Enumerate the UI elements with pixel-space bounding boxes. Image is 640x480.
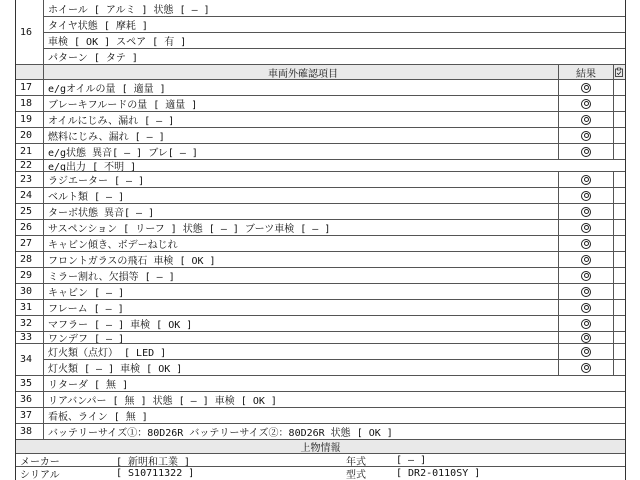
table-row: [16, 220, 625, 236]
row-number: 31: [16, 300, 44, 315]
double-circle-icon: [581, 347, 591, 357]
table-row: [44, 344, 625, 360]
exterior-header: [16, 65, 625, 80]
item-text: パターン [ タテ ]: [48, 53, 138, 64]
double-circle-icon: [581, 255, 591, 265]
row-number: 17: [16, 80, 44, 95]
double-circle-icon: [581, 131, 591, 141]
maker-label: メーカー: [20, 456, 60, 466]
row-number: 37: [16, 408, 44, 423]
item-text: e/gオイルの量 [ 適量 ]: [44, 80, 559, 95]
section-title: 車両外確認項目: [44, 65, 559, 79]
table-row: [16, 112, 625, 128]
item-text: ラジエーター [ ― ]: [44, 172, 559, 187]
item-text: 看板、ライン [ 無 ]: [48, 412, 148, 423]
row-number: 21: [16, 144, 44, 159]
double-circle-icon: [581, 115, 591, 125]
item-text: 灯火類（点灯） [ LED ]: [44, 344, 559, 359]
double-circle-icon: [581, 223, 591, 233]
result-cell: [559, 220, 614, 235]
row-number: 35: [16, 376, 44, 391]
year-label: 年式: [346, 456, 366, 466]
table-row: [16, 160, 625, 172]
list-item: [44, 0, 625, 17]
list-item: [44, 49, 625, 65]
double-circle-icon: [581, 99, 591, 109]
result-cell: [559, 252, 614, 267]
table-row: [16, 172, 625, 188]
serial-value: [ S10711322 ]: [116, 468, 195, 479]
double-circle-icon: [581, 83, 591, 93]
row-number: 38: [16, 424, 44, 439]
row-number: 33: [16, 332, 44, 343]
row-number: 36: [16, 392, 44, 407]
row-number: 24: [16, 188, 44, 203]
double-circle-icon: [581, 287, 591, 297]
item-text: ターボ状態 異音[ ― ]: [44, 204, 559, 219]
result-cell: [559, 236, 614, 251]
upper-info-header: [16, 440, 625, 454]
result-cell: [559, 172, 614, 187]
double-circle-icon: [581, 333, 591, 343]
row-number: 22: [16, 160, 44, 171]
result-cell: [559, 188, 614, 203]
result-cell: [559, 332, 614, 343]
table-row: [16, 96, 625, 112]
item-text: フロントガラスの飛石 車検 [ OK ]: [44, 252, 559, 267]
table-row: [16, 316, 625, 332]
double-circle-icon: [581, 363, 591, 373]
item-text: ブレーキフルードの量 [ 適量 ]: [44, 96, 559, 111]
item-text: サスペンション [ リーフ ] 状態 [ ― ] ブーツ車検 [ ― ]: [44, 220, 559, 235]
upper-info-row: [16, 467, 625, 480]
item-text: リターダ [ 無 ]: [48, 380, 129, 391]
row-number: 26: [16, 220, 44, 235]
item-text: キャビン [ ― ]: [44, 284, 559, 299]
double-circle-icon: [581, 303, 591, 313]
result-cell: [559, 316, 614, 331]
table-row: [16, 408, 625, 424]
table-row: [16, 268, 625, 284]
model-label: 型式: [346, 470, 366, 480]
result-cell: [559, 96, 614, 111]
double-circle-icon: [581, 147, 591, 157]
item-text: オイルにじみ、漏れ [ ― ]: [44, 112, 559, 127]
result-cell: [559, 112, 614, 127]
table-row: [16, 332, 625, 344]
table-row: [16, 128, 625, 144]
table-row: [16, 376, 625, 392]
row-number: 30: [16, 284, 44, 299]
double-circle-icon: [581, 191, 591, 201]
double-circle-icon: [581, 239, 591, 249]
row-number: 29: [16, 268, 44, 283]
item-text: 車検 [ OK ] スペア [ 有 ]: [48, 37, 187, 48]
item-text: ワンデフ [ ― ]: [44, 332, 559, 343]
result-cell: [559, 284, 614, 299]
row-number: 19: [16, 112, 44, 127]
row-number: 34: [16, 344, 44, 375]
item-text: キャビン傾き、ボデーねじれ: [44, 236, 559, 251]
row-number: 32: [16, 316, 44, 331]
row-number: 27: [16, 236, 44, 251]
result-cell: [559, 344, 614, 359]
result-cell: [559, 300, 614, 315]
row-number: 18: [16, 96, 44, 111]
item-text: ホイール [ アルミ ] 状態 [ ― ]: [48, 4, 210, 16]
item-text: ベルト類 [ ― ]: [44, 188, 559, 203]
maker-value: [ 新明和工業 ]: [116, 456, 191, 466]
list-item: [44, 33, 625, 49]
result-cell: [559, 204, 614, 219]
serial-label: シリアル: [20, 470, 60, 480]
row-number: 28: [16, 252, 44, 267]
upper-info-row: [16, 454, 625, 467]
result-header: 結果: [559, 65, 614, 79]
clipboard-check-icon: [614, 65, 625, 79]
table-row: [16, 392, 625, 408]
row-number: 20: [16, 128, 44, 143]
year-value: [ ― ]: [396, 454, 427, 466]
item-text: 灯火類 [ ― ] 車検 [ OK ]: [44, 360, 559, 375]
result-cell: [559, 268, 614, 283]
inspection-sheet: [15, 0, 626, 480]
result-cell: [559, 128, 614, 143]
table-row: [16, 80, 625, 96]
table-row: [16, 424, 625, 440]
item-text: リアバンパー [ 無 ] 状態 [ ― ] 車検 [ OK ]: [48, 396, 277, 407]
item-text: e/g状態 異音[ ― ] ブレ[ ― ]: [44, 144, 559, 159]
item-text: バッテリーサイズ①：80D26R バッテリーサイズ②：80D26R 状態 [ OK ]: [48, 428, 393, 439]
item-text: 燃料にじみ、漏れ [ ― ]: [44, 128, 559, 143]
table-row: [16, 300, 625, 316]
result-cell: [559, 80, 614, 95]
item-text: マフラー [ ― ] 車検 [ OK ]: [44, 316, 559, 331]
table-row: [16, 204, 625, 220]
double-circle-icon: [581, 271, 591, 281]
table-row: [16, 144, 625, 160]
item-text: e/g出力 [ 不明 ]: [48, 162, 137, 171]
table-row: [44, 360, 625, 376]
row-number: 25: [16, 204, 44, 219]
result-cell: [559, 360, 614, 375]
double-circle-icon: [581, 319, 591, 329]
result-cell: [559, 144, 614, 159]
table-row: [16, 284, 625, 300]
section-title: 上物情報: [300, 443, 341, 453]
model-value: [ DR2-0110SY ]: [396, 468, 481, 479]
item-text: タイヤ状態 [ 摩耗 ]: [48, 21, 148, 32]
row-number: 23: [16, 172, 44, 187]
table-row: [16, 188, 625, 204]
item-text: ミラー割れ、欠損等 [ ― ]: [44, 268, 559, 283]
item-text: フレーム [ ― ]: [44, 300, 559, 315]
table-row: [16, 236, 625, 252]
row-number: 16: [16, 0, 44, 64]
double-circle-icon: [581, 207, 591, 217]
list-item: [44, 17, 625, 33]
double-circle-icon: [581, 175, 591, 185]
table-row: [16, 252, 625, 268]
